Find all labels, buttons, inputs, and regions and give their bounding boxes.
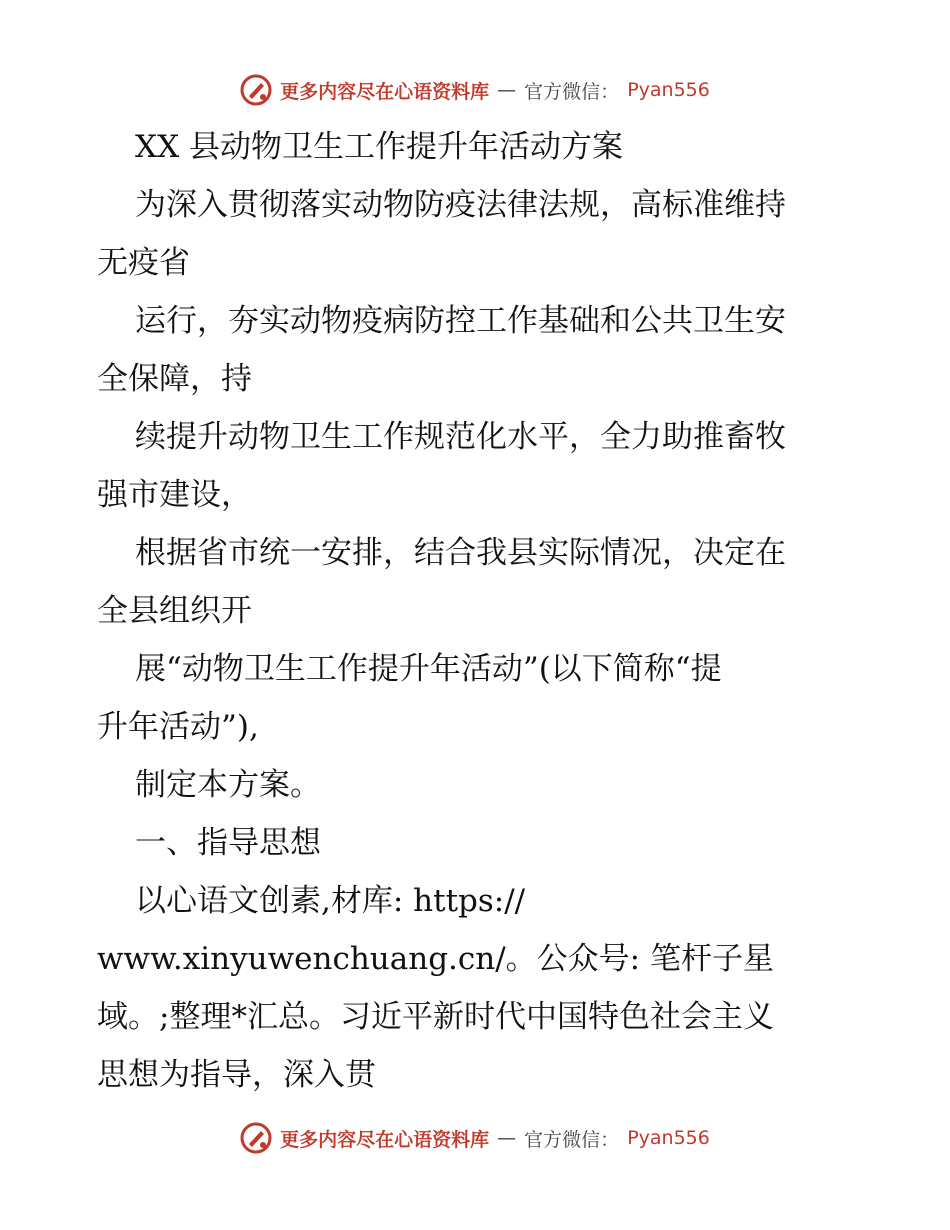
text-line: 续提升动物卫生工作规范化水平，全力助推畜牧: [135, 419, 786, 455]
text-line: 思想为指导，深入贯: [97, 1057, 376, 1093]
text-line: 强市建设，: [97, 477, 252, 513]
header-watermark-banner: [0, 70, 950, 110]
document-body: [97, 118, 857, 1104]
banner-brand-text: 更多内容尽在心语资料库: [280, 80, 490, 103]
brush-seal-icon: [240, 74, 272, 106]
section-heading: 一、指导思想: [135, 825, 321, 861]
banner-separator: —: [497, 79, 517, 101]
text-line: 全县组织开: [97, 593, 252, 629]
text-line: 根据省市统一安排，结合我县实际情况，决定在: [135, 535, 786, 571]
brush-seal-icon: [240, 1122, 272, 1154]
banner-official-text: 官方微信：: [524, 1128, 620, 1151]
banner-wechat-id: Pyan556: [627, 79, 710, 101]
banner-official-text: 官方微信：: [524, 80, 620, 103]
banner-wechat-id: Pyan556: [627, 1127, 710, 1149]
text-line: 全保障，持: [97, 361, 252, 397]
document-title: XX 县动物卫生工作提升年活动方案: [135, 129, 623, 165]
text-line: 升年活动”),: [97, 709, 259, 745]
text-line: 展“动物卫生工作提升年活动”(以下简称“提: [135, 651, 722, 687]
text-line: www.xinyuwenchuang.cn/。公众号: 笔杆子星: [97, 941, 774, 977]
text-line: 制定本方案。: [135, 767, 321, 803]
text-line: 为深入贯彻落实动物防疫法律法规，高标准维持: [135, 187, 786, 223]
text-line: 域。;整理*汇总。习近平新时代中国特色社会主义: [97, 999, 774, 1035]
text-line: 以心语文创素,材库: https://: [135, 883, 526, 919]
banner-separator: —: [497, 1127, 517, 1149]
footer-watermark-banner: [0, 1118, 950, 1158]
text-line: 运行，夯实动物疫病防控工作基础和公共卫生安: [135, 303, 786, 339]
text-line: 无疫省: [97, 245, 190, 281]
banner-brand-text: 更多内容尽在心语资料库: [280, 1128, 490, 1151]
